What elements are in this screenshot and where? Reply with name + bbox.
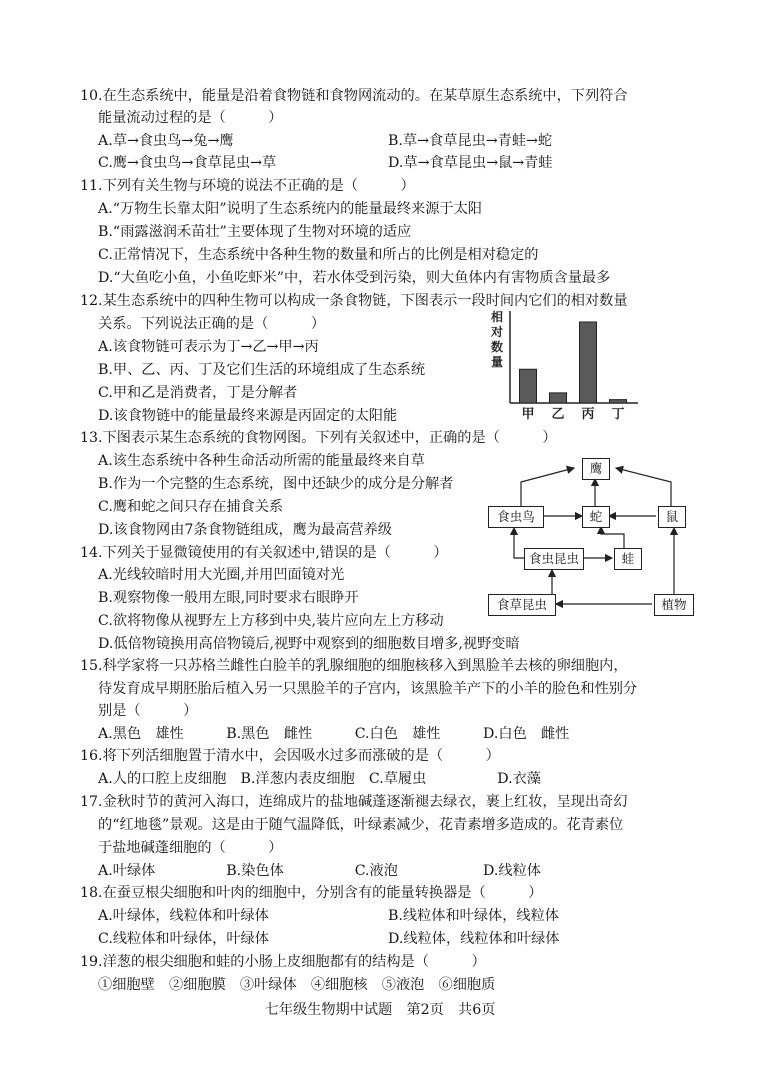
arrow-frog-snake xyxy=(601,527,624,548)
bar-3 xyxy=(610,400,627,403)
text-line: A.草→食虫鸟→兔→鹰 xyxy=(98,133,234,149)
chart-y-label xyxy=(490,309,503,369)
text-line: A.叶绿体，线粒体和叶绿体 xyxy=(98,908,269,924)
text-line: D.低倍物镜换用高倍物镜后,视野中观察到的细胞数目增多,视野变暗 xyxy=(98,636,520,652)
tick-label-0: 甲 xyxy=(521,407,535,422)
text-line: A.该食物链可表示为丁→乙→甲→丙 xyxy=(98,339,319,355)
text-line: ①细胞壁 ②细胞膜 ③叶绿体 ④细胞核 ⑤液泡 ⑥细胞质 xyxy=(98,977,496,993)
text-line: C.正常情况下，生态系统中各种生物的数量和所占的比例是相对稳定的 xyxy=(98,247,539,263)
relative-quantity-bar-chart xyxy=(488,305,648,423)
text-line: B.观察物像一般用左眼,同时要求右眼睁开 xyxy=(98,590,359,606)
arrow-insect-bird xyxy=(514,528,524,558)
text-line: 17.金秋时节的黄河入海口，连绵成片的盐地碱蓬逐渐褪去绿衣，裹上红妆，呈现出奇幻 xyxy=(80,794,628,810)
text-line: 于盐地碱蓬细胞的（ ） xyxy=(98,840,283,856)
text-line: 的“红地毯”景观。这是由于随气温降低，叶绿素减少，花青素增多造成的。花青素位 xyxy=(98,817,624,833)
text-line: 14.下列关于显微镜使用的有关叙述中,错误的是（ ） xyxy=(80,545,448,561)
text-line: A.“万物生长靠太阳”说明了生态系统内的能量最终来源于太阳 xyxy=(98,201,482,217)
text-line: D.线粒体，线粒体和叶绿体 xyxy=(388,931,560,947)
text-line: 11.下列有关生物与环境的说法不正确的是（ ） xyxy=(80,178,415,194)
text-line: 18.在蚕豆根尖细胞和叶肉的细胞中，分别含有的能量转换器是（ ） xyxy=(80,885,543,901)
arrow-mouse-hawk xyxy=(616,468,671,506)
text-line: A.黑色 雄性 B.黑色 雌性 C.白色 雄性 D.白色 雌性 xyxy=(98,726,570,742)
node-insectivorous-insect: 食虫昆虫 xyxy=(524,548,584,570)
text-line: 19.洋葱的根尖细胞和蛙的小肠上皮细胞都有的结构是（ ） xyxy=(80,954,486,970)
y-label-char: 数 xyxy=(490,340,504,354)
y-label-char: 对 xyxy=(490,325,504,339)
food-web-diagram xyxy=(486,454,706,624)
text-line: 12.某生态系统中的四种生物可以构成一条食物链，下图表示一段时间内它们的相对数量 xyxy=(80,293,628,309)
node-plant: 植物 xyxy=(654,594,694,616)
text-line: C.鹰和蛇之间只存在捕食关系 xyxy=(98,499,284,515)
text-line: D.“大鱼吃小鱼，小鱼吃虾米”中，若水体受到污染，则大鱼体内有害物质含量最多 xyxy=(98,270,611,286)
text-line: A.人的口腔上皮细胞 B.洋葱内表皮细胞 C.草履虫 D.衣藻 xyxy=(98,771,541,787)
node-frog: 蛙 xyxy=(614,548,642,570)
text-line: A.该生态系统中各种生命活动所需的能量最终来自草 xyxy=(98,453,425,469)
tick-label-1: 乙 xyxy=(551,407,565,422)
node-hawk: 鹰 xyxy=(582,458,610,480)
text-line: D.该食物链中的能量最终来源是丙固定的太阳能 xyxy=(98,408,398,424)
text-line: B.作为一个完整的生态系统，图中还缺少的成分是分解者 xyxy=(98,476,454,492)
y-label-char: 相 xyxy=(490,310,504,324)
bar-1 xyxy=(550,393,567,403)
text-line: 关系。下列说法正确的是（ ） xyxy=(98,316,326,332)
text-line: B.甲、乙、丙、丁及它们生活的环境组成了生态系统 xyxy=(98,362,426,378)
text-line: B.线粒体和叶绿体，线粒体 xyxy=(388,908,559,924)
text-line: D.该食物网由7条食物链组成，鹰为最高营养级 xyxy=(98,522,392,538)
text-line: B.草→食草昆虫→青蛙→蛇 xyxy=(388,133,553,149)
page-footer: 七年级生物期中试题 第2页 共6页 xyxy=(264,1002,496,1018)
bar-0 xyxy=(520,369,537,403)
text-line: C.欲将物像从视野左上方移到中央,装片应向左上方移动 xyxy=(98,613,444,629)
text-line: 10.在生态系统中，能量是沿着食物链和食物网流动的。在某草原生态系统中，下列符合 xyxy=(80,88,628,104)
text-line: 16.将下列活细胞置于清水中，会因吸水过多而涨破的是（ ） xyxy=(80,748,500,764)
text-line: C.鹰→食虫鸟→食草昆虫→草 xyxy=(98,155,277,171)
y-label-char: 量 xyxy=(490,355,504,369)
tick-label-2: 丙 xyxy=(581,407,595,422)
text-line: C.甲和乙是消费者，丁是分解者 xyxy=(98,385,298,401)
node-insectivorous-bird: 食虫鸟 xyxy=(488,506,544,528)
tick-label-3: 丁 xyxy=(611,407,625,422)
text-line: 15.科学家将一只苏格兰雌性白脸羊的乳腺细胞的细胞核移入到黑脸羊去核的卵细胞内， xyxy=(80,658,628,674)
node-mouse: 鼠 xyxy=(658,506,686,528)
text-line: A.光线较暗时用大光圈,并用凹面镜对光 xyxy=(98,567,345,583)
text-line: B.“雨露滋润禾苗壮”主要体现了生物对环境的适应 xyxy=(98,224,412,240)
bar-2 xyxy=(580,322,597,403)
arrow-bird-hawk xyxy=(521,468,574,506)
text-line: D.草→食草昆虫→鼠→青蛙 xyxy=(388,155,553,171)
text-line: 能量流动过程的是（ ） xyxy=(98,110,283,126)
text-line: A.叶绿体 B.染色体 C.液泡 D.线粒体 xyxy=(98,863,541,879)
text-line: 13.下图表示某生态系统的食物网图。下列有关叙述中，正确的是（ ） xyxy=(80,430,557,446)
node-herbivorous-insect: 食草昆虫 xyxy=(488,594,556,616)
node-snake: 蛇 xyxy=(582,506,610,528)
text-line: 待发育成早期胚胎后植入另一只黑脸羊的子宫内，该黑脸羊产下的小羊的脸色和性别分 xyxy=(98,681,638,697)
text-line: 别是（ ） xyxy=(98,703,198,719)
text-line: C.线粒体和叶绿体，叶绿体 xyxy=(98,931,269,947)
